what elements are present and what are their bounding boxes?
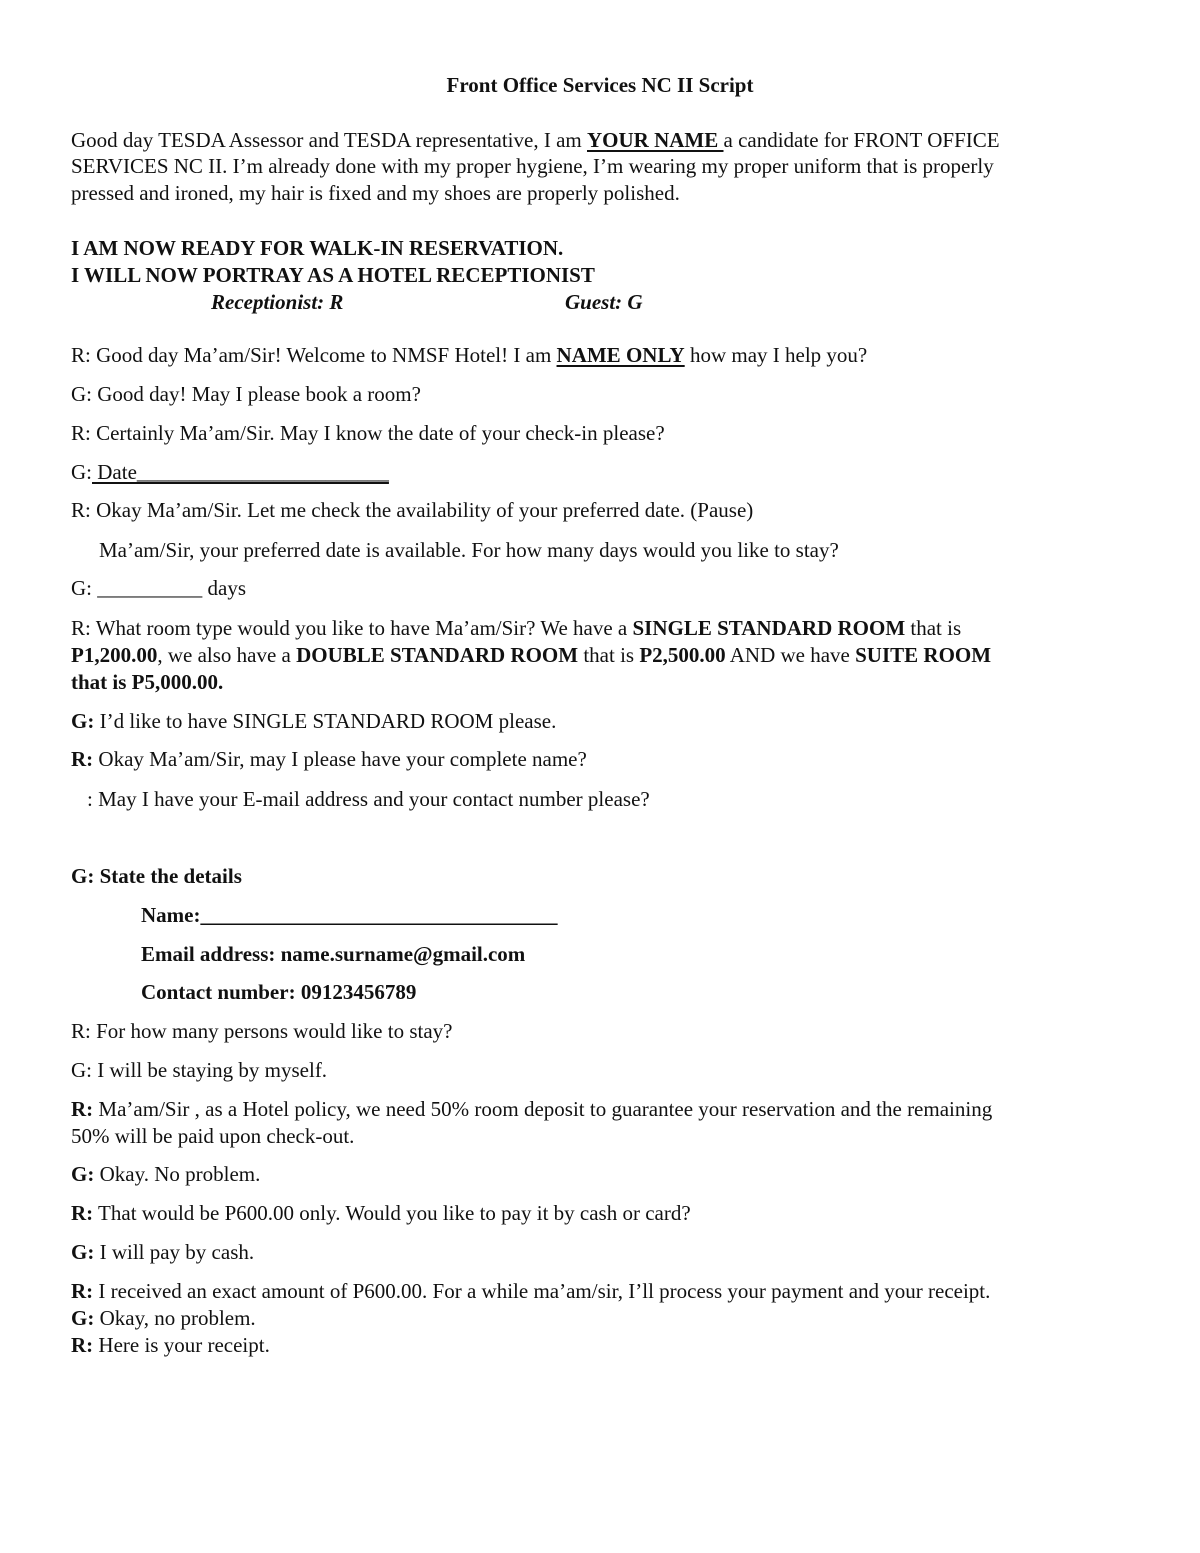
- dialogue-line: [71, 1096, 992, 1123]
- dialogue-text: Ma’am/Sir , as a Hotel policy, we need 50% room deposit to guarantee your reservation and the remaining: [93, 1097, 993, 1121]
- dialogue-continuation: 50% will be paid upon check-out.: [71, 1124, 355, 1148]
- speaker-label: R:: [71, 747, 94, 771]
- dialogue-text: that is: [578, 643, 640, 667]
- speaker-label: G:: [71, 709, 95, 733]
- dialogue-text: : For how many persons would like to stay?: [85, 1019, 453, 1043]
- dialogue-text: , we also have a: [157, 643, 297, 667]
- email-field: Email address: name.surname@gmail.com: [141, 942, 526, 966]
- heading-walk-in: I AM NOW READY FOR WALK-IN RESERVATION.: [71, 236, 564, 260]
- dialogue-line: [71, 342, 867, 369]
- dialogue-line: [71, 381, 421, 408]
- dialogue-line: [71, 1057, 327, 1084]
- dialogue-line: [71, 1200, 691, 1227]
- speaker-label: G:: [71, 1162, 95, 1186]
- name-only-placeholder: NAME ONLY: [556, 343, 685, 367]
- dialogue-text: : Certainly Ma’am/Sir. May I know the date of your check-in please?: [85, 421, 665, 445]
- speaker-label: R:: [71, 1279, 94, 1303]
- dialogue-text: :: [86, 460, 93, 484]
- speaker-label: R: [71, 498, 86, 522]
- speaker-label: G:: [71, 1306, 95, 1330]
- heading-portray: I WILL NOW PORTRAY AS A HOTEL RECEPTIONIST: [71, 263, 595, 287]
- dialogue-text: how may I help you?: [684, 343, 868, 367]
- document-title: Front Office Services NC II Script: [446, 73, 754, 97]
- dialogue-text: : Okay Ma’am/Sir. Let me check the availability of your preferred date. (Pause): [85, 498, 754, 522]
- speaker-label: G: [71, 1058, 87, 1082]
- dialogue-continuation: : May I have your E-mail address and your contact number please?: [87, 787, 650, 811]
- dialogue-line: [71, 420, 665, 447]
- dialogue-text: Here is your receipt.: [93, 1333, 270, 1357]
- dialogue-line: [71, 1305, 256, 1332]
- intro-line-2: SERVICES NC II. I’m already done with my proper hygiene, I’m wearing my proper uniform that is properly: [71, 154, 994, 178]
- dialogue-line: [71, 642, 991, 669]
- speaker-label: R:: [71, 1201, 94, 1225]
- intro-text: a candidate for FRONT OFFICE: [723, 128, 1000, 152]
- dialogue-line: [71, 1018, 452, 1045]
- dialogue-line: [71, 459, 389, 486]
- dialogue-line: [71, 575, 246, 602]
- dialogue-text: Okay Ma’am/Sir, may I please have your complete name?: [93, 747, 587, 771]
- single-room-price: P1,200.00: [71, 643, 158, 667]
- date-blank: Date________________________: [92, 460, 389, 484]
- double-room-label: DOUBLE STANDARD ROOM: [296, 643, 579, 667]
- intro-line-1: [71, 127, 1000, 154]
- name-field: Name:__________________________________: [141, 903, 558, 927]
- speaker-label: G: [71, 382, 87, 406]
- dialogue-text: : Good day Ma’am/Sir! Welcome to NMSF Hotel! I am: [85, 343, 557, 367]
- dialogue-text: : __________ days: [86, 576, 246, 600]
- speaker-label: R: [71, 616, 86, 640]
- dialogue-text: : I will be staying by myself.: [86, 1058, 328, 1082]
- receptionist-legend: Receptionist: R: [211, 290, 344, 314]
- intro-line-3: pressed and ironed, my hair is fixed and my shoes are properly polished.: [71, 181, 680, 205]
- speaker-label: R: [71, 421, 86, 445]
- your-name-placeholder: YOUR NAME: [587, 128, 724, 152]
- speaker-label: R:: [71, 1333, 94, 1357]
- state-details-heading: G: State the details: [71, 864, 242, 888]
- double-room-price: P2,500.00: [639, 643, 726, 667]
- dialogue-text: I received an exact amount of P600.00. For a while ma’am/sir, I’ll process your payment and your receipt.: [93, 1279, 991, 1303]
- dialogue-continuation: Ma’am/Sir, your preferred date is available. For how many days would you like to stay?: [99, 538, 839, 562]
- dialogue-line: [71, 1278, 990, 1305]
- dialogue-line: [71, 615, 961, 642]
- dialogue-text: I’d like to have SINGLE STANDARD ROOM please.: [94, 709, 557, 733]
- speaker-label: G:: [71, 1240, 95, 1264]
- dialogue-line: [71, 708, 556, 735]
- dialogue-line: [71, 746, 587, 773]
- dialogue-line: [71, 1161, 260, 1188]
- intro-text: Good day TESDA Assessor and TESDA representative, I am: [71, 128, 587, 152]
- speaker-label: R: [71, 343, 86, 367]
- dialogue-line: [71, 497, 753, 524]
- single-room-label: SINGLE STANDARD ROOM: [632, 616, 906, 640]
- dialogue-text: Okay, no problem.: [94, 1306, 256, 1330]
- guest-legend: Guest: G: [565, 290, 643, 314]
- speaker-label: G: [71, 460, 87, 484]
- suite-room-label: SUITE ROOM: [855, 643, 992, 667]
- dialogue-text: : What room type would you like to have Ma’am/Sir? We have a: [85, 616, 633, 640]
- dialogue-text: I will pay by cash.: [94, 1240, 255, 1264]
- dialogue-text: : Good day! May I please book a room?: [86, 382, 421, 406]
- dialogue-text: Okay. No problem.: [94, 1162, 261, 1186]
- speaker-label: R: [71, 1019, 86, 1043]
- speaker-label: G: [71, 576, 87, 600]
- suite-room-price: that is P5,000.00.: [71, 670, 224, 694]
- dialogue-line: [71, 1239, 254, 1266]
- dialogue-line: [71, 1332, 270, 1359]
- dialogue-text: AND we have: [725, 643, 856, 667]
- dialogue-text: That would be P600.00 only. Would you like to pay it by cash or card?: [93, 1201, 691, 1225]
- contact-field: Contact number: 09123456789: [141, 980, 417, 1004]
- dialogue-text: that is: [905, 616, 962, 640]
- speaker-label: R:: [71, 1097, 94, 1121]
